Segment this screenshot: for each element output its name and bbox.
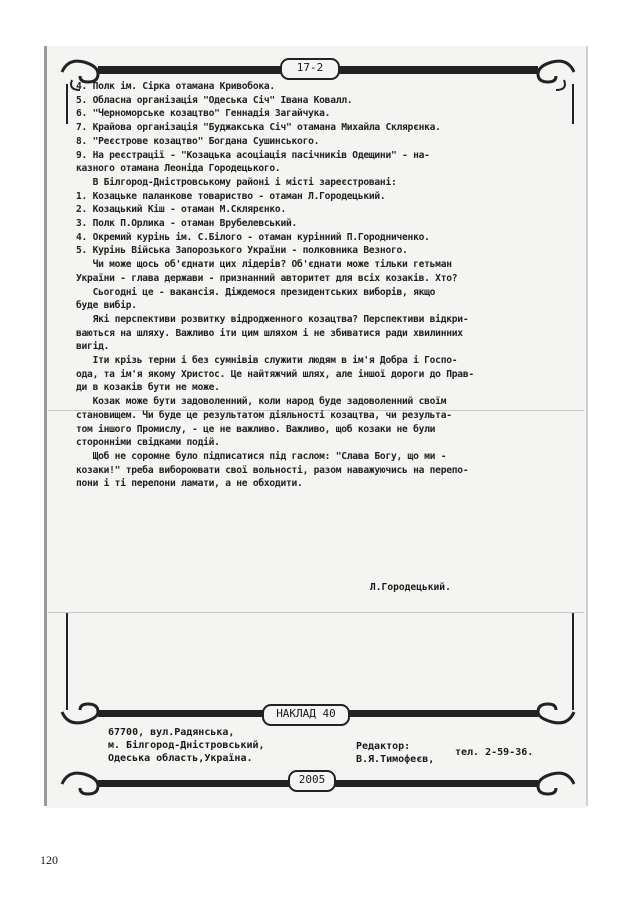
fold-line: [48, 612, 584, 613]
address-line: 67700, вул.Радянська,: [108, 727, 235, 738]
text-line: ода, та ім'я якому Христос. Це найтяжчий шлях, але іншої дороги до Прав-: [76, 368, 474, 380]
text-line: 9. На реєстрації - "Козацька асоціація пасічників Одещини" - на-: [76, 149, 430, 161]
editor-label: Редактор:: [356, 741, 411, 752]
text-line: вигід.: [76, 341, 110, 353]
text-line: 6. "Черноморське козацтво" Геннадія Загайчука.: [76, 108, 331, 120]
sheet-right-edge: [586, 46, 588, 806]
issue-badge: 17-2: [280, 58, 340, 80]
text-line: 2. Козацький Кіш - отаман М.Склярєнко.: [76, 204, 286, 216]
frame-right-lower: [572, 612, 574, 710]
frame-left-lower: [66, 612, 68, 710]
text-line: ваються на шляху. Важливо іти цим шляхом і не збиватися ради хвилинних: [76, 327, 463, 339]
frame-left-line: [66, 84, 68, 124]
text-line: 7. Крайова організація "Буджакська Січ" отамана Михайла Склярєнка.: [76, 122, 441, 134]
text-line: 4. Полк ім. Сірка отамана Кривобока.: [76, 81, 275, 92]
address-line: м. Білгород-Дністровський,: [108, 740, 265, 751]
circulation-badge: НАКЛАД 40: [262, 704, 350, 726]
text-line: Іти крізь терни і без сумнівів служити людям в ім'я Добра і Госпо-: [76, 355, 458, 367]
text-line: Які перспективи розвитку відродженного козацтва? Перспективи відкри-: [76, 313, 469, 325]
text-line: буде вибір.: [76, 300, 137, 312]
page-number: 120: [40, 853, 58, 867]
article-body: [76, 80, 576, 491]
phone-number: тел. 2-59-36.: [455, 747, 534, 758]
text-line: Щоб не соромне було підписатися під гаслом: "Слава Богу, що ми -: [76, 450, 447, 462]
text-line: том іншого Промислу, - це не важливо. Важливо, щоб козаки не були: [76, 423, 436, 435]
text-line: Чи може щось об'єднати цих лідерів? Об'єднати може тільки гетьман: [76, 259, 452, 271]
text-line: козаки!" треба вибороювати свої вольності, разом наважуючись на перепо-: [76, 464, 469, 476]
text-line: сторонніми свідками подій.: [76, 437, 220, 449]
year-badge: 2005: [288, 770, 336, 792]
sheet-shadow-edge: [44, 46, 47, 806]
text-line: 5. Курінь Війська Запорозького України - полковника Везного.: [76, 245, 408, 257]
text-line: України - глава держави - признанний авторитет для всіх козаків. Хто?: [76, 272, 458, 284]
text-line: пони і ті перепони ламати, а не обходити.: [76, 478, 303, 490]
publisher-address: [108, 726, 265, 765]
text-line: становищем. Чи буде це результатом діяльності козацтва, чи результа-: [76, 409, 452, 421]
text-line: Козак може бути задоволенний, коли народ буде задоволенний своїм: [76, 396, 447, 408]
text-line: казного отамана Леоніда Городецького.: [76, 163, 281, 175]
text-line: В Білгород-Дністровському районі і місті зареєстровані:: [76, 176, 397, 188]
text-line: ди в козаків бути не може.: [76, 382, 220, 394]
editor-block: [356, 740, 434, 766]
text-line: 5. Обласна організація "Одеська Січ" Івана Ковалл.: [76, 94, 353, 106]
text-line: 1. Козацьке паланкове товариство - отаман Л.Городецький.: [76, 190, 386, 202]
author-signature: Л.Городецький.: [370, 582, 451, 593]
editor-name: В.Я.Тимофеєв,: [356, 754, 435, 765]
text-line: 3. Полк П.Орлика - отаман Врубелевський.: [76, 218, 298, 230]
text-line: Сьогодні це - вакансія. Діждемося президентських виборів, якщо: [76, 286, 436, 298]
address-line: Одеська область,Україна.: [108, 753, 253, 764]
text-line: 8. "Реєстрове козацтво" Богдана Сушинського.: [76, 135, 320, 147]
text-line: 4. Окремий курінь ім. С.Білого - отаман курінний П.Городниченко.: [76, 231, 430, 243]
